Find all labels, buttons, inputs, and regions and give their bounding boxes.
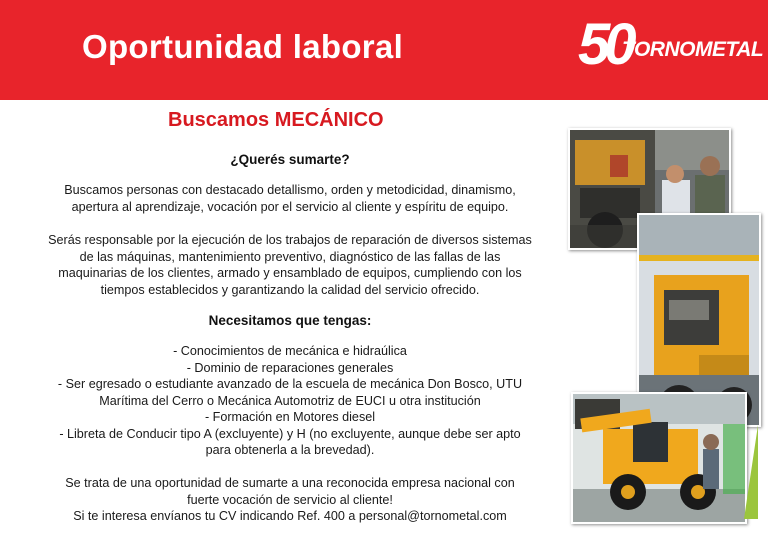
question-heading: ¿Querés sumarte? [230,152,350,167]
responsibility-paragraph [20,232,560,298]
photo-telehandler [571,392,747,524]
requirement-item: - Formación en Motores diesel [204,410,376,424]
requirements-list [30,343,550,459]
headline: Buscamos MECÁNICO [168,109,384,131]
requirement-item: para obtenerla a la brevedad). [205,443,375,457]
requirement-item: - Libreta de Conducir tipo A (excluyente) y H (no excluyente, aunque debe ser apto [59,426,521,441]
requirement-item: - Conocimientos de mecánica e hidraúlica [173,344,407,358]
responsibility-line: Serás responsable por la ejecución de los trabajos de reparación de diversos sistemas [48,233,532,247]
closing-line: Si te interesa envíanos tu CV indicando Ref. 400 a personal@tornometal.com [73,509,507,524]
responsibility-line: maquinarias de los clientes, armado y ensamblado de equipos, cumpliendo con los [58,266,522,281]
requirements-title: Necesitamos que tengas: [208,313,372,328]
tornometal-logo [578,12,764,78]
intro-line: apertura al aprendizaje, vocación por el servicio al cliente y espíritu de equipo. [71,199,509,214]
intro-line: Buscamos personas con destacado detallismo, orden y metodicidad, dinamismo, [64,183,516,197]
banner-title: Oportunidad laboral [82,28,404,65]
closing-line: Se trata de una oportunidad de sumarte a una reconocida empresa nacional con [65,476,515,490]
requirement-item: Marítima del Cerro o Mecánica Automotriz de EUCI u otra institución [99,393,481,408]
responsibility-line: de las máquinas, mantenimiento preventivo, diagnóstico de las fallas de las [79,249,501,264]
closing-paragraph [20,475,560,525]
green-accent-shape [744,425,758,519]
header-banner [0,0,768,100]
logo-text: TORNOMETAL [622,38,764,61]
responsibility-line: tiempos establecidos y garantizando la calidad del servicio ofrecido. [100,282,480,297]
requirement-item: - Dominio de reparaciones generales [186,360,394,375]
closing-line: fuerte vocación de servicio al cliente! [187,492,393,507]
intro-paragraph [20,182,560,215]
requirement-item: - Ser egresado o estudiante avanzado de la escuela de mecánica Don Bosco, UTU [57,377,523,391]
logo-number: 50 [578,12,631,77]
